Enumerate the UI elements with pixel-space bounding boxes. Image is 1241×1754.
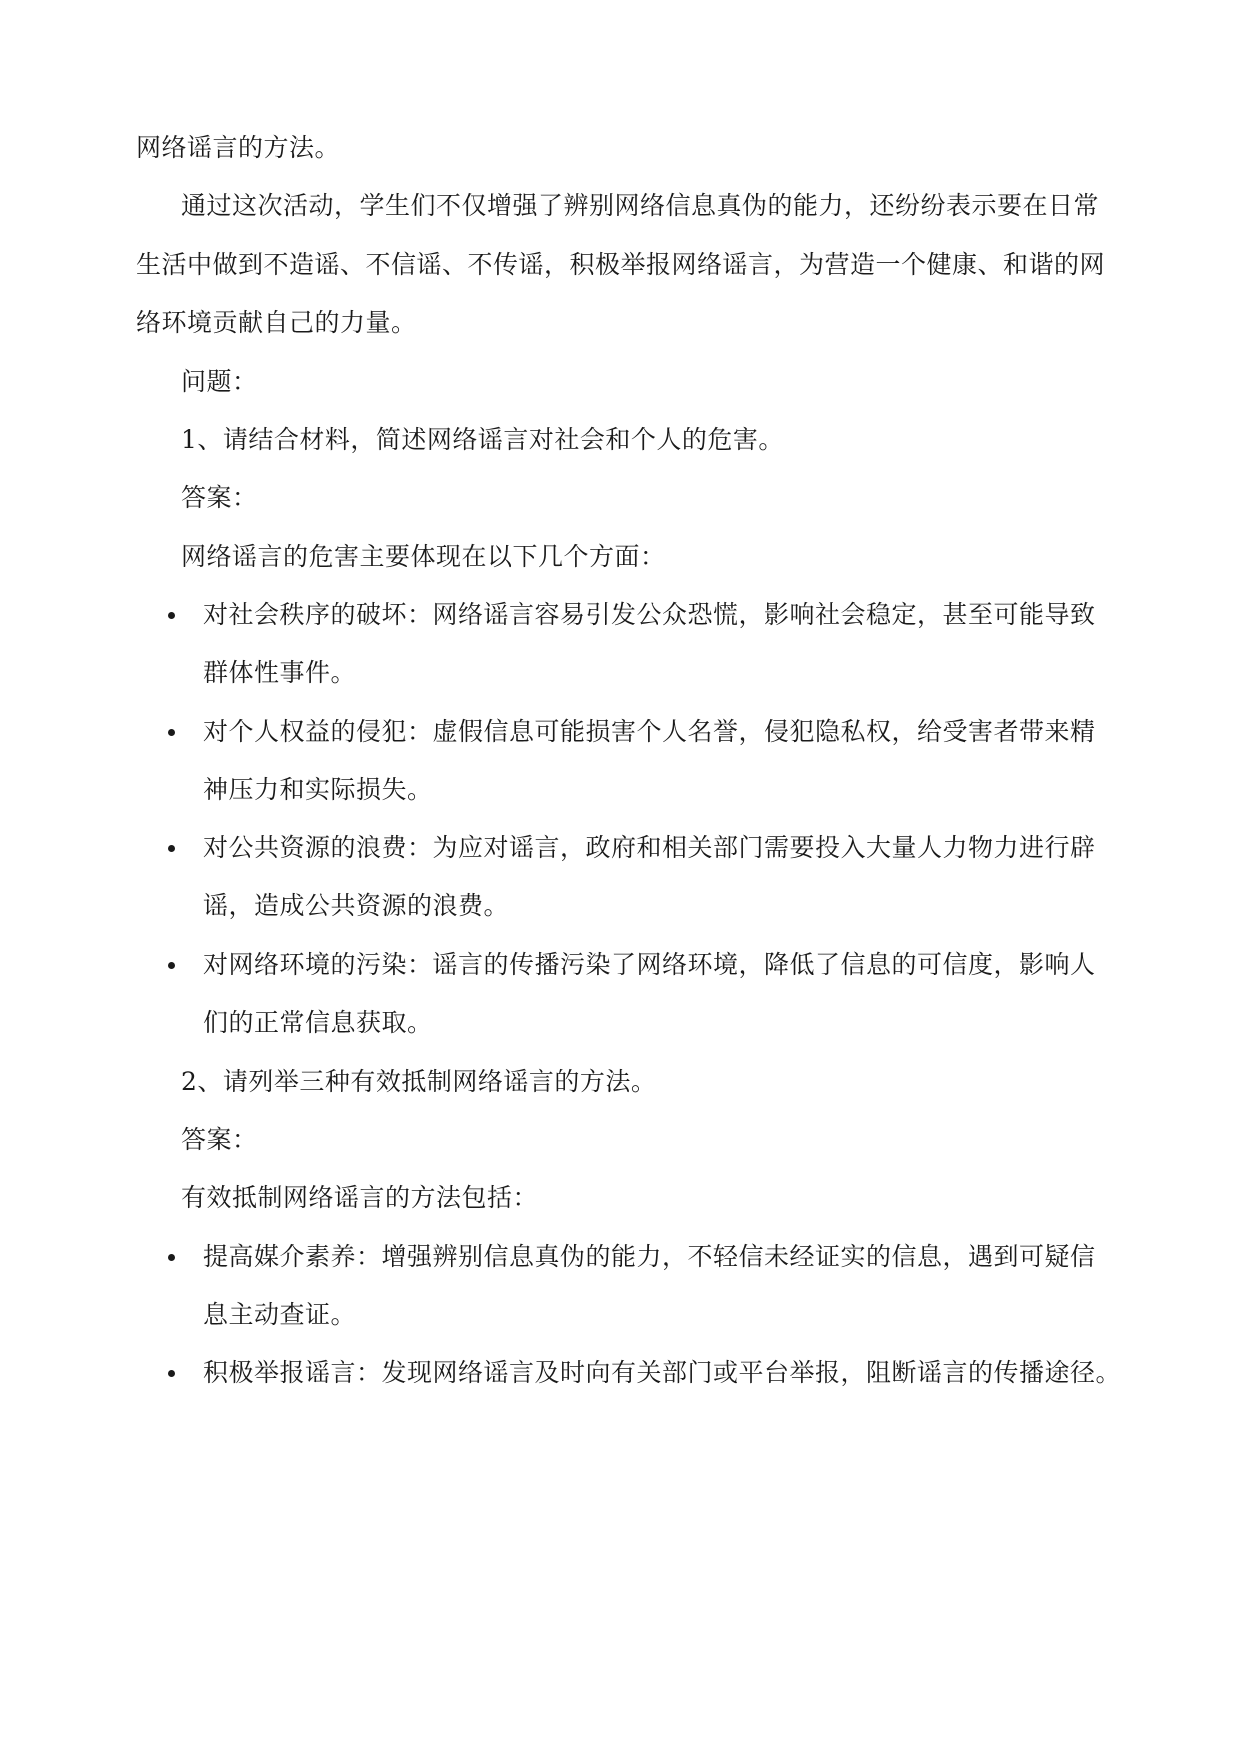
summary-line-2: 生活中做到不造谣、不信谣、不传谣，积极举报网络谣言，为营造一个健康、和谐的网 <box>136 250 1106 279</box>
q1-bullet-1-line-1: 对社会秩序的破坏：网络谣言容易引发公众恐慌，影响社会稳定，甚至可能导致 <box>203 600 1096 629</box>
bullet-dot <box>168 845 175 852</box>
q1-bullet-3-line-1: 对公共资源的浪费：为应对谣言，政府和相关部门需要投入大量人力物力进行辟 <box>203 833 1096 862</box>
q1-bullet-4-line-1: 对网络环境的污染：谣言的传播污染了网络环境，降低了信息的可信度，影响人 <box>203 950 1096 979</box>
q1-bullet-2-line-2: 神压力和实际损失。 <box>203 775 433 804</box>
bullet-dot <box>168 962 175 969</box>
summary-line-1: 通过这次活动，学生们不仅增强了辨别网络信息真伪的能力，还纷纷表示要在日常 <box>181 191 1100 220</box>
summary-line-3: 络环境贡献自己的力量。 <box>136 308 417 337</box>
q2-bullet-2-line-1: 积极举报谣言：发现网络谣言及时向有关部门或平台举报，阻断谣言的传播途径。 <box>203 1358 1122 1387</box>
q2-bullet-1-line-2: 息主动查证。 <box>203 1300 357 1329</box>
bullet-dot <box>168 1370 175 1377</box>
bullet-dot <box>168 1254 175 1261</box>
q1-bullet-2-line-1: 对个人权益的侵犯：虚假信息可能损害个人名誉，侵犯隐私权，给受害者带来精 <box>203 717 1096 746</box>
question-2-answer-intro: 有效抵制网络谣言的方法包括： <box>181 1183 539 1212</box>
q2-bullet-1-line-1: 提高媒介素养：增强辨别信息真伪的能力，不轻信未经证实的信息，遇到可疑信 <box>203 1242 1096 1271</box>
question-2-answer-label: 答案： <box>181 1125 258 1154</box>
q1-bullet-4-line-2: 们的正常信息获取。 <box>203 1008 433 1037</box>
question-1-answer-label: 答案： <box>181 483 258 512</box>
question-1-answer-intro: 网络谣言的危害主要体现在以下几个方面： <box>181 542 666 571</box>
bullet-dot <box>168 729 175 736</box>
questions-heading: 问题： <box>181 367 258 396</box>
question-2-prompt: 2、请列举三种有效抵制网络谣言的方法。 <box>181 1067 657 1096</box>
bullet-dot <box>168 612 175 619</box>
q1-bullet-3-line-2: 谣，造成公共资源的浪费。 <box>203 891 510 920</box>
q1-bullet-1-line-2: 群体性事件。 <box>203 658 357 687</box>
intro-continuation: 网络谣言的方法。 <box>136 133 341 162</box>
question-1-prompt: 1、请结合材料，简述网络谣言对社会和个人的危害。 <box>181 425 784 454</box>
